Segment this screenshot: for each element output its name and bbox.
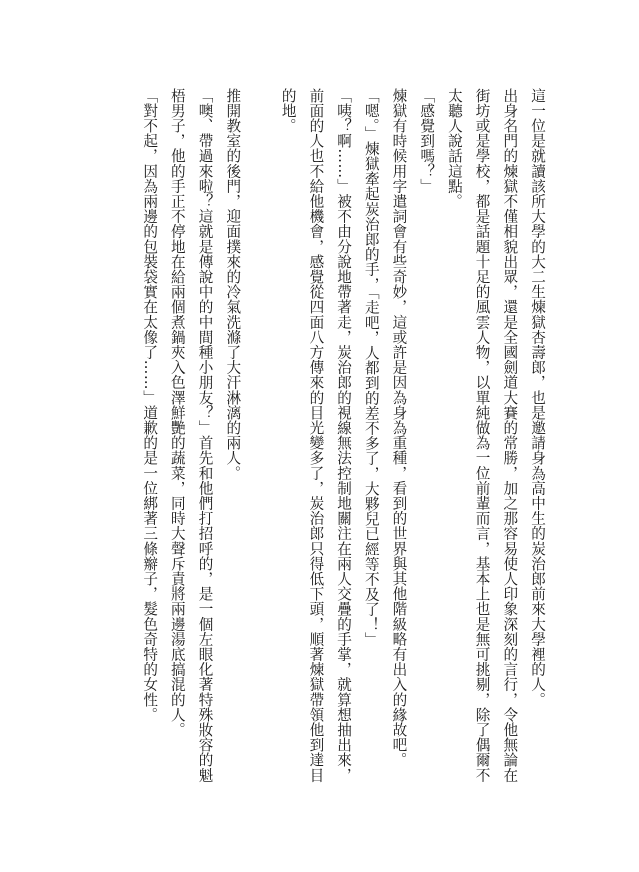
paragraph-4: 煉獄有時候用字遣詞會有些奇妙，這或許是因為身為重種，看到的世界與其他階級略有出入的緣故吧。 <box>390 88 408 768</box>
paragraph-6: 「咦？啊……」被不由分說地帶著走，炭治郎的視線無法控制地關注在兩人交疊的手掌，就算想抽出來，前面的人也不給他機會，感覺從四面八方傳來的目光變多了，炭治郎只得低下頭，順著煉獄帶領他到達目的地。 <box>279 88 353 783</box>
scene-break <box>246 88 274 788</box>
paragraph-7: 推開教室的後門，迎面撲來的冷氣洗滌了大汗淋漓的兩人。 <box>224 88 242 481</box>
vertical-text-body <box>135 88 551 788</box>
paragraph-9: 「對不起，因為兩邊的包裝袋實在太像了……」道歉的是一位綁著三條辮子，髮色奇特的女性。 <box>141 88 159 723</box>
paragraph-8: 「噢、帶過來啦？這就是傳說中的中間種小朋友？」首先和他們打招呼的，是一個左眼化著特殊妝容的魁梧男子，他的手正不停地在給兩個煮鍋夾入色澤鮮艷的蔬菜，同時大聲斥責將兩邊湯底搞混的人。 <box>168 88 214 783</box>
paragraph-5: 「嗯。」煉獄牽起炭治郎的手，「走吧，人都到的差不多了，大夥兒已經等不及了！」 <box>362 88 380 648</box>
paragraph-1: 這一位是就讀該所大學的大二生煉獄杏壽郎，也是邀請身為高中生的炭治郎前來大學裡的人。 <box>529 88 546 708</box>
paragraph-2: 出身名門的煉獄不僅相貌出眾，還是全國劍道大賽的常勝，加之那容易使人印象深刻的言行，令他無論在街坊或是學校，都是話題十足的風雲人物，以單純做為一位前輩而言，基本上也是無可挑剔，除了偶爾不太聽人說話這點。 <box>445 88 519 783</box>
paragraph-3: 「感覺到嗎？」 <box>418 88 436 194</box>
